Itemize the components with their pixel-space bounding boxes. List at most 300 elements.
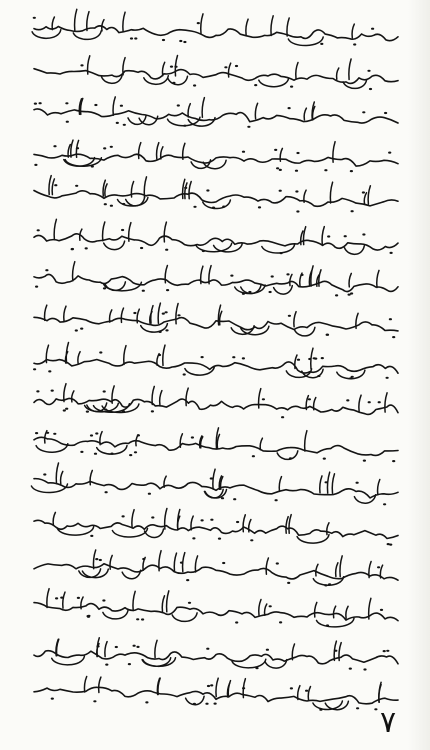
script-dot (130, 37, 133, 39)
script-tail-stroke (172, 613, 197, 622)
script-dot (183, 373, 186, 375)
script-ascender-stroke (349, 273, 351, 287)
script-baseline-stroke (34, 26, 398, 41)
script-dot (222, 562, 225, 564)
script-dot (289, 457, 292, 459)
script-dot (188, 602, 191, 604)
script-ascender-stroke (61, 471, 63, 483)
script-dot (102, 599, 105, 601)
script-ascender-stroke (289, 515, 291, 534)
script-dot (248, 291, 251, 293)
script-ascender-stroke (189, 182, 191, 199)
script-dot (323, 458, 326, 460)
script-tail-stroke (345, 246, 365, 255)
script-dot (344, 235, 347, 237)
script-dot (350, 170, 353, 172)
script-ascender-stroke (368, 186, 370, 204)
script-dot (368, 401, 371, 403)
script-dot (142, 290, 145, 292)
script-dot (242, 687, 245, 689)
script-ascender-stroke (105, 642, 107, 657)
script-dot (206, 648, 209, 650)
script-dot (158, 354, 161, 356)
script-dot (324, 584, 327, 586)
script-dot (279, 621, 282, 623)
script-dot (288, 315, 291, 317)
script-dot (123, 124, 126, 126)
script-dot (60, 597, 63, 599)
script-baseline-stroke (34, 317, 398, 331)
script-dot (122, 515, 125, 517)
script-dot (295, 190, 298, 192)
script-ascender-stroke (144, 177, 146, 198)
script-dot (386, 650, 389, 652)
script-dot (77, 597, 80, 599)
script-dot (95, 432, 98, 434)
script-line (34, 509, 398, 546)
script-dot (222, 206, 225, 208)
script-dot (275, 499, 278, 501)
script-ascender-stroke (332, 474, 334, 493)
script-dot (34, 103, 37, 105)
script-dot (91, 165, 94, 167)
script-dot (317, 375, 320, 377)
script-dot (326, 334, 329, 336)
script-dot (66, 121, 69, 123)
script-dot (242, 151, 245, 153)
script-dot (105, 664, 108, 666)
script-dot (324, 169, 327, 171)
script-line (34, 97, 398, 128)
script-baseline-stroke (34, 651, 398, 664)
script-dot (80, 328, 83, 330)
script-ascender-stroke (322, 227, 324, 245)
script-dot (35, 286, 38, 288)
script-ascender-stroke (52, 17, 54, 30)
script-dot (269, 291, 272, 293)
script-line (34, 303, 398, 338)
script-dot (90, 535, 93, 537)
script-ascender-stroke (378, 480, 380, 495)
script-baseline-stroke (34, 274, 398, 291)
script-dot (86, 411, 89, 413)
script-dot (250, 539, 253, 541)
script-line (34, 140, 398, 172)
script-dot (308, 398, 311, 400)
script-ascender-stroke (349, 59, 351, 80)
script-dot (295, 170, 298, 172)
script-dot (121, 229, 124, 231)
script-dot (212, 207, 215, 209)
script-dot (179, 40, 182, 42)
script-tail-stroke (294, 327, 315, 336)
script-dot (207, 685, 210, 687)
script-dot (327, 235, 330, 237)
script-tail-stroke (313, 701, 343, 710)
script-dot (133, 645, 136, 647)
script-dot (392, 336, 395, 338)
script-dot (288, 107, 291, 109)
script-ascender-stroke (216, 678, 218, 696)
script-tail-stroke (57, 527, 93, 536)
script-ascender-stroke (63, 592, 65, 608)
script-dot (314, 358, 317, 360)
script-ascender-stroke (155, 640, 157, 657)
script-dot (297, 359, 300, 361)
script-dot (104, 203, 107, 205)
script-baseline-stroke (34, 191, 398, 207)
script-ascender-stroke (49, 176, 51, 195)
script-dot (191, 436, 194, 438)
script-line (32, 9, 398, 45)
script-dot (166, 289, 169, 291)
script-tail-stroke (36, 444, 68, 453)
script-dot (377, 566, 380, 568)
script-dot (103, 390, 106, 392)
script-dot (296, 152, 299, 154)
script-dot (87, 615, 90, 617)
script-dot (99, 351, 102, 353)
script-ascender-stroke (298, 686, 300, 700)
script-dot (129, 454, 132, 456)
script-ascender-stroke (315, 602, 317, 617)
script-dot (367, 70, 370, 72)
script-dot (174, 66, 177, 68)
script-line (34, 638, 398, 671)
script-tail-stroke (297, 535, 329, 544)
script-baseline-stroke (34, 479, 398, 498)
script-ascender-stroke (71, 140, 73, 157)
script-ascender-stroke (103, 222, 105, 241)
script-dot (266, 649, 269, 651)
script-ascender-stroke (99, 677, 101, 692)
script-ascender-stroke (255, 103, 257, 118)
script-dot (183, 125, 186, 127)
script-ascender-stroke (56, 463, 58, 484)
script-line (34, 589, 398, 627)
script-dot (335, 294, 338, 296)
script-ascender-stroke (52, 179, 54, 195)
script-ascender-stroke (64, 306, 66, 321)
script-tail-stroke (185, 367, 215, 376)
script-dot (287, 582, 290, 584)
script-dot (201, 356, 204, 358)
script-dot (363, 668, 366, 670)
page-number: ۷ (380, 705, 397, 740)
script-dot (110, 146, 113, 148)
script-dot (210, 519, 213, 521)
script-ascender-stroke (271, 16, 273, 36)
script-ascender-stroke (75, 9, 77, 30)
script-ascender-stroke (188, 104, 190, 117)
script-dot (35, 432, 38, 434)
script-dot (221, 497, 224, 499)
script-dot (162, 313, 165, 315)
script-dot (242, 357, 245, 359)
script-ascender-stroke (308, 687, 310, 700)
script-baseline-stroke (34, 520, 398, 538)
script-dot (165, 329, 168, 331)
script-ascender-stroke (359, 395, 361, 411)
script-dot (362, 111, 365, 113)
script-dot (94, 453, 97, 455)
script-dot (137, 434, 140, 436)
script-dot (177, 314, 180, 316)
script-dot (193, 206, 196, 208)
script-dot (389, 544, 392, 546)
script-ascender-stroke (201, 14, 203, 34)
script-dot (122, 203, 125, 205)
script-dot (133, 312, 136, 314)
script-dot (262, 398, 265, 400)
script-dot (65, 408, 68, 410)
script-tail-stroke (259, 78, 289, 87)
script-ascender-stroke (202, 98, 204, 118)
script-dot (349, 377, 352, 379)
script-dot (193, 703, 196, 705)
script-ascender-stroke (217, 434, 219, 448)
script-ascender-stroke (73, 262, 75, 281)
script-dot (94, 104, 97, 106)
script-dot (141, 618, 144, 620)
script-ascender-stroke (158, 303, 160, 323)
script-dot (386, 377, 389, 379)
script-dot (258, 206, 261, 208)
script-ascender-stroke (160, 391, 162, 405)
script-ascender-stroke (121, 308, 123, 322)
script-dot (80, 451, 83, 453)
script-dot (53, 433, 56, 435)
script-ascender-stroke (259, 600, 261, 616)
script-tail-stroke (104, 241, 125, 250)
script-ascender-stroke (162, 596, 164, 612)
script-baseline-stroke (34, 360, 398, 374)
script-dot (320, 43, 323, 45)
script-dot (148, 493, 151, 495)
script-ascender-stroke (305, 431, 307, 451)
script-tail-stroke (262, 245, 295, 254)
script-dot (192, 537, 195, 539)
script-ascender-stroke (195, 556, 197, 572)
script-dot (159, 331, 162, 333)
script-dot (214, 703, 217, 705)
script-dot (54, 184, 57, 186)
script-ascender-stroke (296, 63, 298, 79)
script-ascender-stroke (53, 512, 55, 525)
script-dot (269, 605, 272, 607)
script-dot (165, 311, 168, 313)
script-dot (384, 112, 387, 114)
script-ascender-stroke (377, 270, 379, 287)
script-dot (34, 164, 37, 166)
script-dot (218, 538, 221, 540)
script-dot (165, 249, 168, 251)
script-ascender-stroke (123, 12, 125, 31)
script-dot (371, 28, 374, 30)
script-dot (37, 229, 40, 231)
script-baseline-stroke (34, 109, 398, 123)
script-ascender-stroke (311, 266, 313, 286)
script-ascender-stroke (333, 606, 335, 618)
script-dot (378, 401, 381, 403)
script-ascender-stroke (286, 517, 288, 534)
script-ascender-stroke (301, 231, 303, 245)
script-ascender-stroke (132, 510, 134, 528)
script-line (34, 550, 398, 587)
script-dot (186, 579, 189, 581)
script-tail-stroke (105, 282, 125, 291)
script-dot (134, 37, 137, 39)
script-dot (281, 416, 284, 418)
script-dot (122, 410, 125, 412)
script-ascender-stroke (316, 564, 318, 576)
script-dot (53, 145, 56, 147)
script-ascender-stroke (346, 606, 348, 618)
script-dot (356, 482, 359, 484)
script-dot (85, 247, 88, 249)
script-dot (55, 597, 58, 599)
script-dot (180, 562, 183, 564)
script-ascender-stroke (220, 311, 222, 325)
script-dot (105, 491, 108, 493)
script-ascender-stroke (243, 515, 245, 532)
script-ascender-stroke (183, 553, 185, 572)
script-dot (103, 287, 106, 289)
script-ascender-stroke (287, 18, 289, 36)
script-dot (279, 190, 282, 192)
script-ascender-stroke (185, 183, 187, 199)
script-dot (233, 498, 236, 500)
script-dot (136, 618, 139, 620)
script-dot (46, 432, 49, 434)
script-dot (75, 185, 78, 187)
script-dot (348, 294, 351, 296)
script-dot (276, 167, 279, 169)
script-ascender-stroke (290, 274, 292, 285)
script-dot (193, 84, 196, 86)
script-dot (184, 187, 187, 189)
script-dot (325, 481, 328, 483)
script-dot (183, 41, 186, 43)
script-dot (120, 105, 123, 107)
script-dot (319, 709, 322, 711)
script-dot (39, 102, 42, 104)
script-dot (296, 210, 299, 212)
script-line (31, 463, 398, 505)
script-dot (65, 102, 68, 104)
script-ascender-stroke (47, 589, 49, 608)
script-tail-stroke (274, 286, 293, 295)
script-dot (290, 86, 293, 88)
script-ascender-stroke (294, 312, 296, 327)
script-dot (96, 645, 99, 647)
script-tail-stroke (325, 701, 348, 710)
script-dot (51, 390, 54, 392)
script-dot (142, 558, 145, 560)
script-dot (80, 64, 83, 66)
script-dot (63, 409, 66, 411)
script-dot (374, 708, 377, 710)
script-tail-stroke (168, 76, 188, 85)
script-ascender-stroke (174, 553, 176, 571)
script-ascender-stroke (364, 193, 366, 204)
script-ascender-stroke (337, 68, 339, 79)
script-dot (110, 205, 113, 207)
script-dot (290, 687, 293, 689)
script-dot (43, 473, 46, 475)
script-dot (128, 663, 131, 665)
script-ascender-stroke (352, 24, 354, 38)
script-ascender-stroke (246, 19, 248, 35)
script-dot (346, 399, 349, 401)
script-dot (110, 453, 113, 455)
script-ascender-stroke (124, 346, 126, 365)
script-dot (36, 390, 39, 392)
script-dot (326, 624, 329, 626)
script-dot (145, 701, 148, 703)
script-ascender-stroke (133, 591, 135, 610)
script-ascender-stroke (336, 563, 338, 577)
script-dot (197, 22, 200, 24)
script-dot (45, 269, 48, 271)
script-ascender-stroke (340, 556, 342, 577)
script-dot (279, 169, 282, 171)
script-ascender-stroke (45, 305, 47, 320)
script-dot (33, 368, 36, 370)
script-dot (93, 700, 96, 702)
script-line (34, 176, 398, 213)
script-ascender-stroke (54, 219, 56, 239)
script-line (34, 384, 398, 419)
script-dot (274, 149, 277, 151)
script-line (34, 262, 398, 297)
script-dot (390, 252, 393, 254)
script-dot (236, 521, 239, 523)
script-dot (230, 275, 233, 277)
script-dot (276, 562, 279, 564)
script-dot (362, 191, 365, 193)
script-dot (232, 356, 235, 358)
script-dot (280, 252, 283, 254)
script-line (34, 677, 398, 711)
script-dot (162, 39, 165, 41)
script-dot (388, 152, 391, 154)
script-dot (151, 516, 154, 518)
script-dot (380, 609, 383, 611)
script-tail-stroke (112, 529, 147, 538)
script-dot (369, 88, 372, 90)
script-dot (51, 698, 54, 700)
script-dot (334, 650, 337, 652)
script-tail-stroke (32, 30, 61, 39)
script-dot (353, 43, 356, 45)
script-dot (90, 434, 93, 436)
script-ascender-stroke (327, 472, 329, 493)
script-dot (177, 104, 180, 106)
script-line (34, 56, 398, 91)
script-dot (99, 559, 102, 561)
script-dot (235, 65, 238, 67)
script-dot (116, 122, 119, 124)
script-dot (115, 646, 118, 648)
script-dot (172, 82, 175, 84)
script-dot (362, 233, 365, 235)
script-tail-stroke (144, 76, 169, 85)
script-dot (255, 667, 258, 669)
script-dot (170, 66, 173, 68)
script-line (33, 343, 398, 380)
script-ascender-stroke (330, 182, 332, 203)
